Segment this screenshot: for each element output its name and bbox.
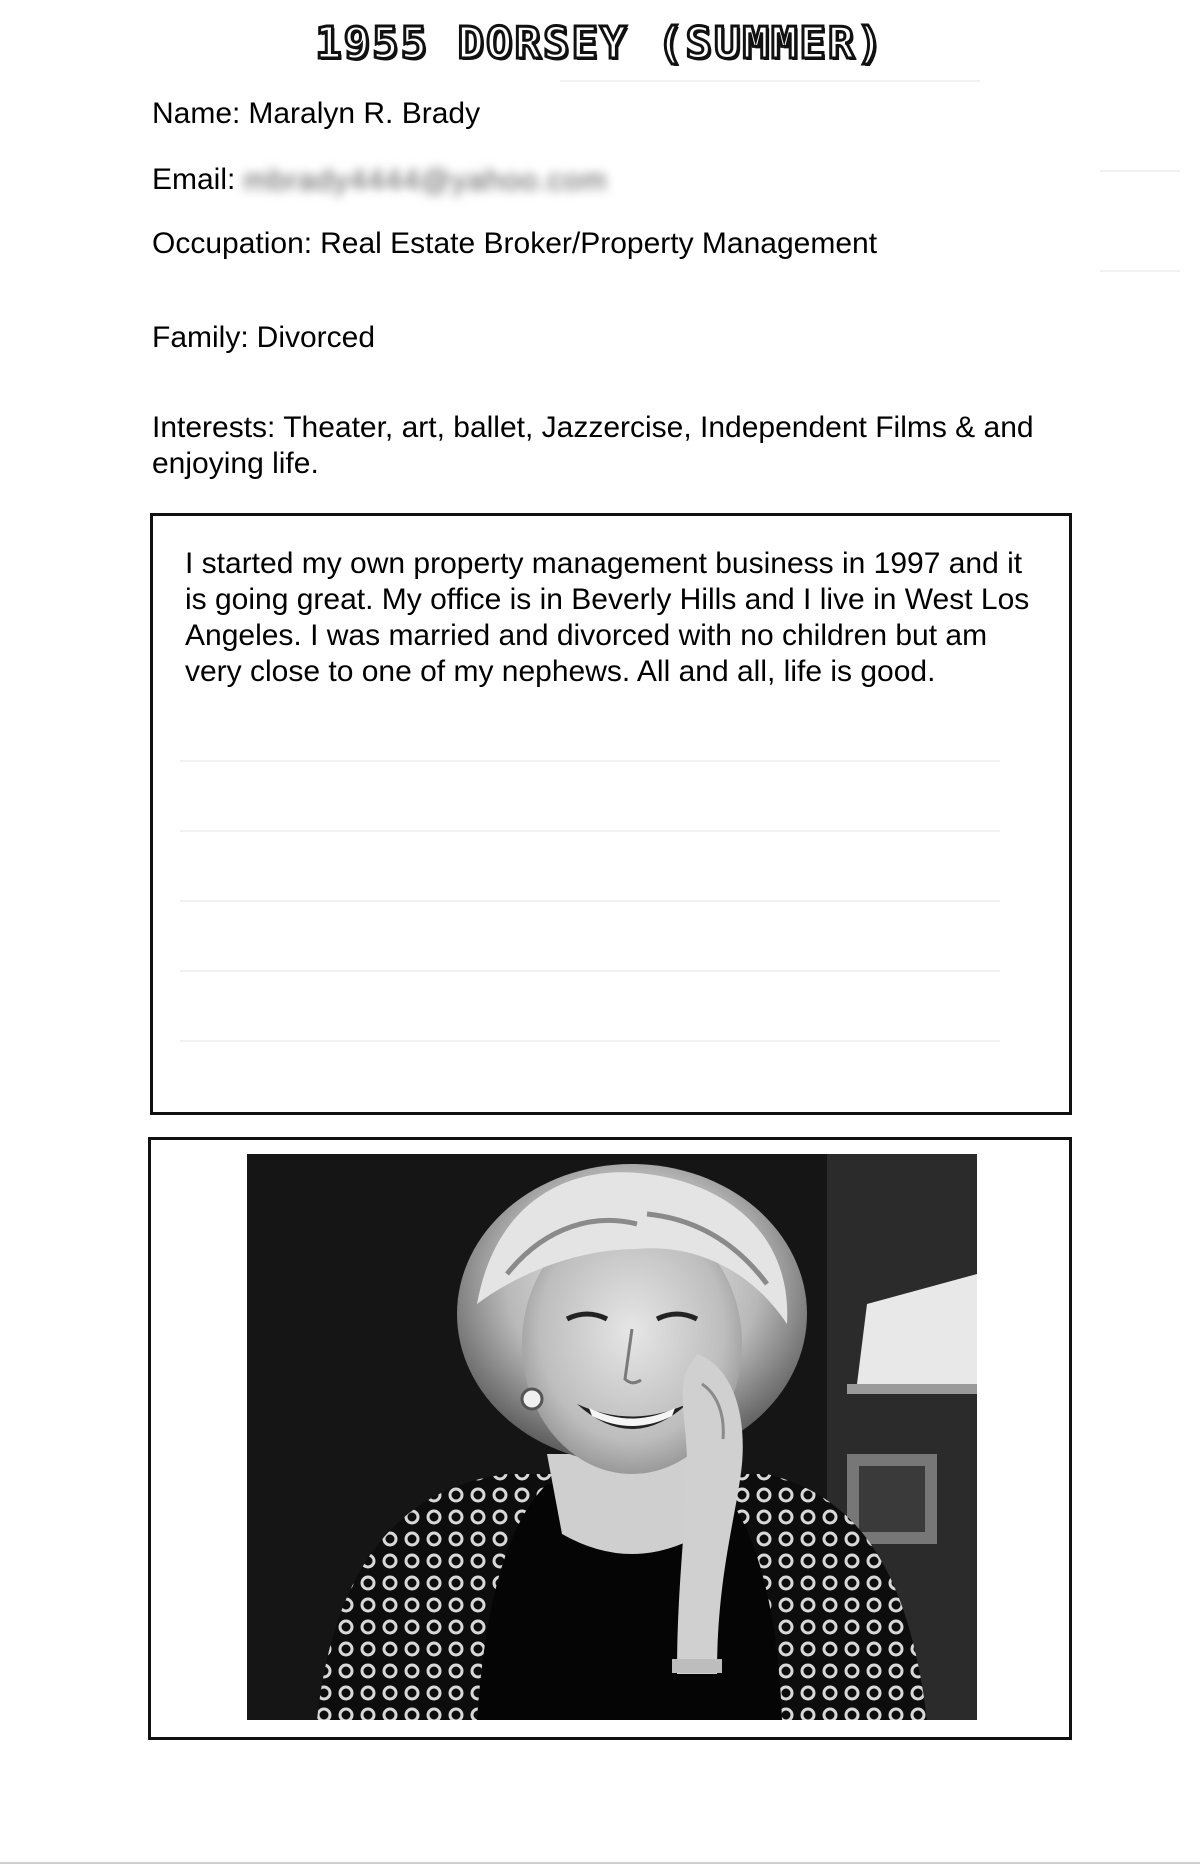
family-row [152,320,375,356]
name-row [152,96,480,132]
name-label: Name: [152,97,241,130]
email-label: Email: [152,163,236,196]
show-through-line [1100,270,1180,272]
occupation-row [152,226,877,262]
interests-value: Theater, art, ballet, Jazzercise, Independent Films & and enjoying life. [152,411,1034,480]
bio-box [150,513,1072,1115]
show-through-line [1100,170,1180,172]
family-value: Divorced [256,321,376,354]
interests-row [152,410,1052,482]
page-title: 1955 DORSEY (SUMMER) [315,18,885,69]
portrait-photo [247,1154,977,1720]
name-value: Maralyn R. Brady [248,97,481,130]
interests-label: Interests: [152,411,276,444]
email-value-redacted: mbrady4444@yahoo.com [243,164,608,198]
page-bottom-edge [0,1862,1200,1864]
email-row [152,162,607,199]
show-through-line [560,80,980,82]
family-label: Family: [152,321,249,354]
photo-frame [148,1137,1072,1740]
portrait-illustration [247,1154,977,1720]
occupation-label: Occupation: [152,227,313,260]
occupation-value: Real Estate Broker/Property Management [320,227,878,260]
bio-text: I started my own property management business in 1997 and it is going great. My office is in Beverly Hills and I live in West Los Angeles. I was married and divorced with no children but am very close to one of my nephews. All and all, life is good. [185,547,1030,688]
